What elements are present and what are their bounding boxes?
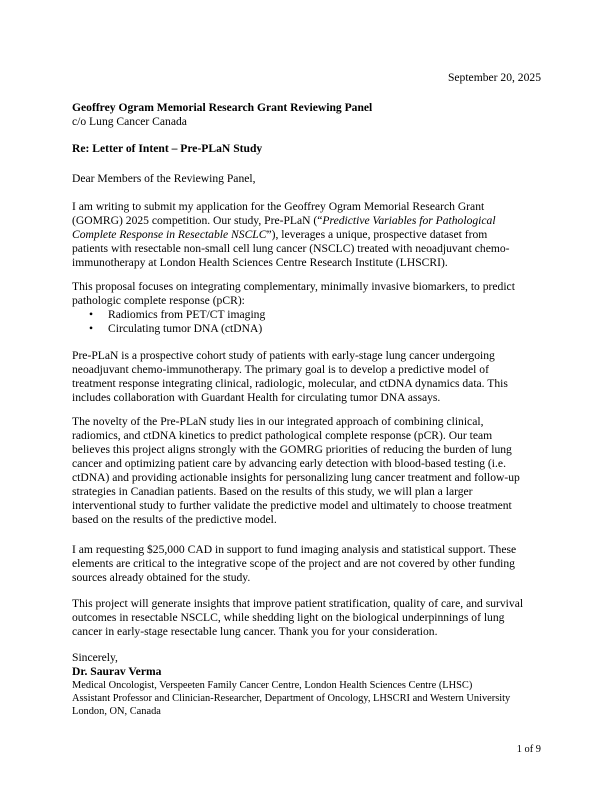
paragraph-line — [72, 214, 542, 228]
paragraph-line: Pre-PLaN is a prospective cohort study of patients with early-stage lung cancer undergoing — [72, 349, 495, 362]
paragraph-line: ctDNA) and providing actionable insights for personalizing lung cancer treatment and follow-up — [72, 471, 520, 484]
paragraph-novelty — [72, 415, 542, 527]
paragraph-biomarkers — [72, 280, 542, 336]
paragraph-line — [72, 228, 542, 242]
paragraph-line: immunotherapy at London Health Sciences Centre Research Institute (LHSCRI). — [72, 256, 448, 269]
paragraph-line: treatment response integrating clinical, radiologic, molecular, and ctDNA dynamics data. This — [72, 377, 508, 390]
recipient-care-of: c/o Lung Cancer Canada — [72, 115, 187, 128]
paragraph-line: cancer and optimizing patient care by advancing early detection with blood-based testing (i.e. — [72, 457, 506, 470]
paragraph-line: This project will generate insights that improve patient stratification, quality of care, and survival — [72, 597, 524, 610]
paragraph-impact — [72, 597, 542, 639]
paragraph-funding-request — [72, 543, 542, 585]
signature-block — [72, 651, 542, 718]
letter-date: September 20, 2025 — [447, 71, 541, 84]
paragraph-line: includes collaboration with Guardant Health for circulating tumor DNA assays. — [72, 391, 441, 404]
subject-line — [72, 142, 542, 156]
paragraph-line: elements are critical to the integrative scope of the project and are not covered by other funding — [72, 557, 515, 570]
paragraph-line: I am writing to submit my application for the Geoffrey Ogram Memorial Research Grant — [72, 200, 485, 213]
biomarker-list — [72, 308, 542, 336]
paragraph-line: interventional study to further validate the predictive model and ultimately to choose treatment — [72, 499, 512, 512]
recipient-name: Geoffrey Ogram Memorial Research Grant Reviewing Panel — [72, 101, 373, 114]
list-item-text: Radiomics from PET/CT imaging — [108, 308, 266, 321]
paragraph-line: neoadjuvant chemo-immunotherapy. The primary goal is to develop a predictive model of — [72, 363, 489, 376]
paragraph-line: strategies in Canadian patients. Based on the results of this study, we will plan a larger — [72, 485, 473, 498]
paragraph-line: This proposal focuses on integrating complementary, minimally invasive biomarkers, to predict — [72, 280, 515, 293]
text-run: ”), leverages a unique, prospective dataset from — [266, 228, 488, 241]
list-item-text: Circulating tumor DNA (ctDNA) — [108, 322, 263, 335]
paragraph-line: I am requesting $25,000 CAD in support to fund imaging analysis and statistical support. These — [72, 543, 517, 556]
signatory-name: Dr. Saurav Verma — [72, 665, 162, 678]
study-full-title-italic: Predictive Variables for Pathological — [322, 214, 496, 227]
paragraph-study-design — [72, 349, 542, 405]
text-run: (GOMRG) 2025 competition. Our study, Pre-PLaN (“ — [72, 214, 323, 227]
salutation — [72, 172, 542, 186]
closing: Sincerely, — [72, 651, 118, 664]
paragraph-line: radiomics, and ctDNA kinetics to predict pathological complete response (pCR). Our team — [72, 429, 493, 442]
paragraph-line: believes this project aligns strongly with the GOMRG priorities of reducing the burden of lung — [72, 443, 512, 456]
paragraph-line: patients with resectable non-small cell lung cancer (NSCLC) treated with neoadjuvant chemo- — [72, 242, 510, 255]
recipient-block — [72, 101, 542, 129]
paragraph-line: cancer in early-stage resectable lung cancer. Thank you for your consideration. — [72, 625, 438, 638]
signatory-location: London, ON, Canada — [72, 706, 161, 717]
salutation-text: Dear Members of the Reviewing Panel, — [72, 172, 256, 185]
signatory-title-2: Assistant Professor and Clinician-Researcher, Department of Oncology, LHSCRI and Western University — [72, 693, 511, 704]
list-item — [72, 308, 542, 322]
subject-text: Re: Letter of Intent – Pre-PLaN Study — [72, 142, 263, 155]
paragraph-introduction — [72, 200, 542, 270]
bullet-icon: • — [89, 308, 94, 321]
paragraph-line: pathologic complete response (pCR): — [72, 294, 245, 307]
paragraph-line: based on the results of the predictive model. — [72, 513, 277, 526]
list-item — [72, 322, 542, 336]
signatory-titles — [72, 679, 542, 718]
signatory-title-1: Medical Oncologist, Verspeeten Family Cancer Centre, London Health Sciences Centre (LHSC) — [72, 680, 473, 691]
bullet-icon: • — [89, 322, 94, 335]
paragraph-line: sources already obtained for the study. — [72, 571, 251, 584]
page-number: 1 of 9 — [516, 744, 541, 755]
paragraph-line: The novelty of the Pre-PLaN study lies in our integrated approach of combining clinical, — [72, 415, 484, 428]
study-full-title-italic: Complete Response in Resectable NSCLC — [72, 228, 267, 241]
paragraph-line: outcomes in resectable NSCLC, while shedding light on the biological underpinnings of lung — [72, 611, 505, 624]
